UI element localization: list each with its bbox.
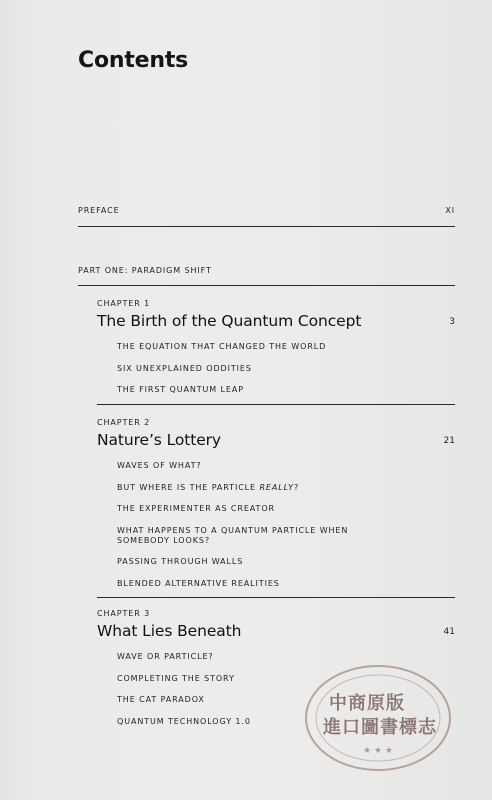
preface-page-number: XI	[445, 206, 455, 215]
section-item[interactable]: PASSING THROUGH WALLS	[117, 557, 244, 566]
section-item[interactable]: THE CAT PARADOX	[117, 695, 205, 704]
divider	[78, 226, 455, 227]
chapter-page-number: 41	[443, 627, 455, 637]
emphasis-text: REALLY	[259, 482, 294, 492]
section-item[interactable]: THE EQUATION THAT CHANGED THE WORLD	[117, 342, 327, 351]
contents-heading: Contents	[78, 48, 189, 73]
chapter-title: The Birth of the Quantum Concept	[97, 312, 362, 330]
chapter-label: CHAPTER 3	[97, 609, 151, 618]
section-item[interactable]: BUT WHERE IS THE PARTICLE REALLY?	[117, 482, 300, 492]
seal-text-line-1: 中商原版	[329, 693, 405, 714]
section-list	[117, 342, 435, 407]
chapter-1[interactable]	[97, 299, 455, 394]
section-list	[117, 461, 435, 600]
section-item[interactable]: QUANTUM TECHNOLOGY 1.0	[117, 716, 251, 726]
section-item[interactable]: WAVE OR PARTICLE?	[117, 652, 214, 661]
section-item[interactable]: WAVES OF WHAT?	[117, 461, 202, 470]
section-item[interactable]: COMPLETING THE STORY	[117, 673, 235, 683]
preface-entry[interactable]	[78, 206, 455, 215]
chapter-title: What Lies Beneath	[97, 622, 242, 640]
svg-text:★ ★ ★: ★ ★ ★	[363, 746, 393, 756]
chapter-label: CHAPTER 1	[97, 299, 151, 308]
section-item[interactable]: WHAT HAPPENS TO A QUANTUM PARTICLE WHEN SOMEBODY LOOKS?	[117, 525, 349, 545]
divider	[97, 404, 455, 405]
chapter-page-number: 3	[449, 317, 455, 327]
chapter-label: CHAPTER 2	[97, 418, 151, 427]
chapter-title: Nature’s Lottery	[97, 431, 221, 449]
section-item[interactable]: THE EXPERIMENTER AS CREATOR	[117, 504, 276, 513]
divider	[78, 285, 455, 286]
part-one-entry[interactable]	[78, 266, 455, 275]
section-item[interactable]: THE FIRST QUANTUM LEAP	[117, 385, 244, 394]
seal-text-line-2: 進口圖書標志	[323, 717, 437, 738]
importer-seal-stamp	[303, 663, 453, 773]
section-item[interactable]: BLENDED ALTERNATIVE REALITIES	[117, 578, 280, 588]
preface-label: PREFACE	[78, 206, 120, 215]
section-item[interactable]: SIX UNEXPLAINED ODDITIES	[117, 363, 252, 373]
divider	[97, 597, 455, 598]
chapter-2[interactable]	[97, 418, 455, 588]
part-label: PART ONE: PARADIGM SHIFT	[78, 266, 212, 275]
chapter-page-number: 21	[443, 436, 455, 446]
